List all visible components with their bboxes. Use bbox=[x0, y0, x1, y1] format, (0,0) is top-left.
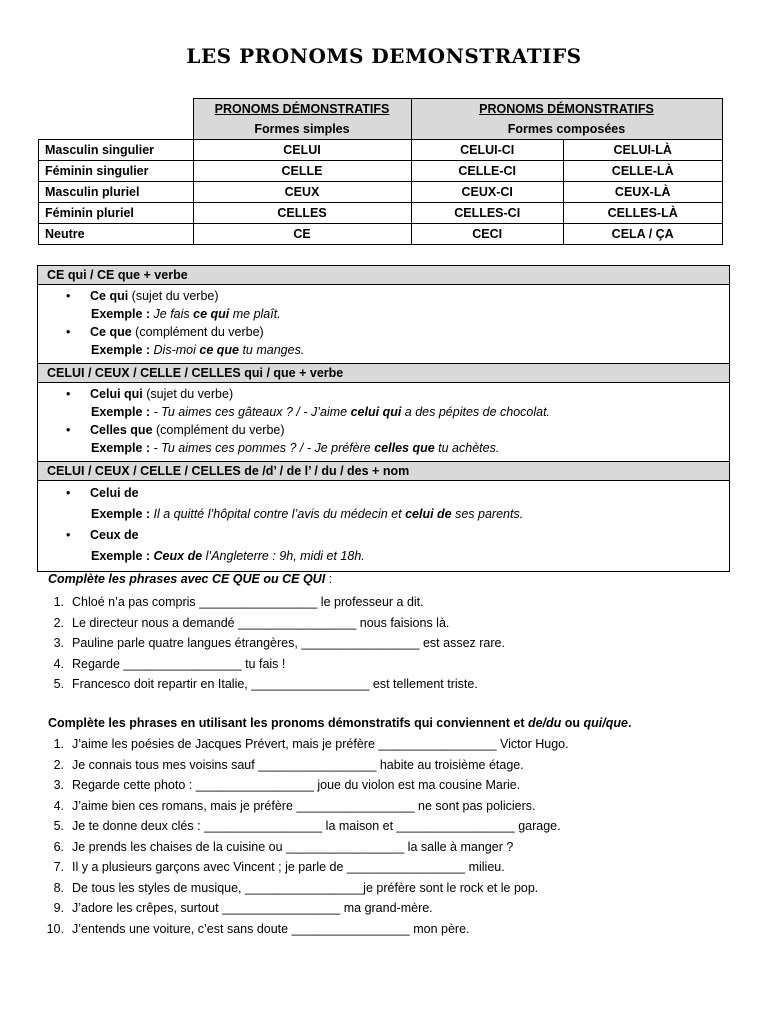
exercise2-list bbox=[28, 734, 708, 939]
exercise1-title-text: Complète les phrases avec CE QUE ou CE QUI bbox=[48, 572, 326, 586]
section-body bbox=[38, 481, 729, 571]
bullet-keyword: Ce qui bbox=[90, 289, 129, 303]
bullet-keyword: Celui de bbox=[90, 486, 139, 500]
example-line bbox=[38, 546, 729, 567]
exercise2-title bbox=[48, 716, 631, 730]
exercise2-title-text: Complète les phrases en utilisant les pronoms démonstratifs qui conviennent et bbox=[48, 716, 528, 730]
example-keyword: Ceux de bbox=[153, 549, 203, 563]
item-text: De tous les styles de musique, _________________je préfère sont le rock et le pop. bbox=[72, 880, 539, 895]
bullet-item bbox=[38, 385, 729, 403]
example-label: Exemple : bbox=[91, 549, 154, 563]
item-text: J’entends une voiture, c’est sans doute _________________ mon père. bbox=[72, 921, 470, 936]
bullet-icon: • bbox=[66, 289, 71, 303]
item-number: 7. bbox=[53, 860, 64, 874]
bullet-keyword: Celui qui bbox=[90, 387, 143, 401]
header-simple-title: PRONOMS DÉMONSTRATIFS bbox=[214, 102, 390, 116]
exercise2-title-text: . bbox=[627, 716, 632, 730]
section-body bbox=[38, 383, 729, 461]
section-heading: CELUI / CEUX / CELLE / CELLES qui / que + verbe bbox=[38, 363, 729, 383]
example-label: Exemple : bbox=[91, 441, 154, 455]
example-text: Je fais bbox=[153, 307, 194, 321]
section-heading: CELUI / CEUX / CELLE / CELLES de /d’ / de l’ / du / des + nom bbox=[38, 461, 729, 481]
exercise2-title-text: ou bbox=[561, 716, 584, 730]
cell-la: CELA / ÇA bbox=[563, 224, 722, 245]
example-text: Dis-moi bbox=[153, 343, 200, 357]
bullet-keyword: Ceux de bbox=[90, 528, 139, 542]
bullet-note: (complément du verbe) bbox=[131, 325, 264, 339]
item-number: 8. bbox=[53, 880, 64, 895]
example-line bbox=[38, 403, 729, 421]
item-number: 6. bbox=[53, 839, 64, 854]
item-number: 5. bbox=[53, 819, 64, 833]
example-text: tu manges. bbox=[238, 343, 305, 357]
item-number: 10. bbox=[46, 921, 64, 936]
example-text: me plaît. bbox=[229, 307, 281, 321]
item-number: 2. bbox=[53, 615, 64, 630]
item-text: Pauline parle quatre langues étrangères, _________________ est assez rare. bbox=[72, 636, 505, 650]
item-text: Francesco doit repartir en Italie, _________________ est tellement triste. bbox=[72, 677, 478, 691]
row-label: Neutre bbox=[39, 224, 194, 245]
header-compound-subtitle: Formes composées bbox=[507, 122, 626, 136]
bullet-note: (sujet du verbe) bbox=[128, 289, 219, 303]
item-text: J’aime les poésies de Jacques Prévert, mais je préfère _________________ Victor Hugo. bbox=[72, 737, 569, 751]
bullet-keyword: Celles que bbox=[90, 423, 153, 437]
example-keyword: ce que bbox=[199, 343, 239, 357]
bullet-icon: • bbox=[66, 325, 71, 339]
item-number: 5. bbox=[53, 677, 64, 691]
example-keyword: celui de bbox=[405, 507, 452, 521]
item-number: 3. bbox=[53, 636, 64, 650]
example-line bbox=[38, 439, 729, 457]
item-number: 4. bbox=[53, 798, 64, 813]
exercise-item bbox=[28, 755, 708, 776]
item-text: Je te donne deux clés : _________________ la maison et _________________ garage. bbox=[72, 819, 561, 833]
exercise2-title-text: qui/que bbox=[583, 716, 628, 730]
exercise2-title-text: de/du bbox=[527, 716, 562, 730]
exercise-item bbox=[28, 674, 708, 695]
item-number: 3. bbox=[53, 778, 64, 792]
table-row bbox=[39, 182, 723, 203]
cell-la: CELLES-LÀ bbox=[563, 203, 722, 224]
table-row bbox=[39, 140, 723, 161]
item-text: J’adore les crêpes, surtout _________________ ma grand-mère. bbox=[72, 901, 433, 915]
cell-la: CELUI-LÀ bbox=[563, 140, 722, 161]
item-number: 9. bbox=[53, 901, 64, 915]
row-label: Masculin pluriel bbox=[39, 182, 194, 203]
bullet-keyword: Ce que bbox=[90, 325, 132, 339]
bullet-icon: • bbox=[66, 528, 71, 542]
table-row bbox=[39, 203, 723, 224]
bullet-note: (sujet du verbe) bbox=[142, 387, 234, 401]
example-label: Exemple : bbox=[91, 405, 154, 419]
bullet-item bbox=[38, 483, 729, 504]
header-compound bbox=[411, 99, 722, 140]
cell-ci: CELLES-CI bbox=[411, 203, 563, 224]
bullet-item bbox=[38, 525, 729, 546]
exercise-item bbox=[28, 878, 708, 899]
exercise-item bbox=[28, 654, 708, 675]
item-number: 1. bbox=[53, 737, 64, 751]
bullet-icon: • bbox=[66, 486, 71, 500]
cell-ci: CEUX-CI bbox=[411, 182, 563, 203]
exercise-item bbox=[28, 857, 708, 878]
item-text: Je connais tous mes voisins sauf _________________ habite au troisième étage. bbox=[72, 757, 524, 772]
cell-simple: CEUX bbox=[193, 182, 411, 203]
example-keyword: ce qui bbox=[193, 307, 230, 321]
example-line bbox=[38, 305, 729, 323]
cell-ci: CELLE-CI bbox=[411, 161, 563, 182]
table-row bbox=[39, 224, 723, 245]
exercise1-title bbox=[48, 572, 332, 586]
item-number: 4. bbox=[53, 656, 64, 671]
exercise-item bbox=[28, 613, 708, 634]
exercise1-list bbox=[28, 592, 708, 695]
table-row bbox=[39, 161, 723, 182]
item-number: 2. bbox=[53, 757, 64, 772]
bullet-icon: • bbox=[66, 387, 71, 401]
header-compound-title: PRONOMS DÉMONSTRATIFS bbox=[479, 102, 654, 116]
cell-simple: CE bbox=[193, 224, 411, 245]
page-title: LES PRONOMS DEMONSTRATIFS bbox=[186, 44, 582, 68]
exercise-item bbox=[28, 796, 708, 817]
header-simple bbox=[193, 99, 411, 140]
example-text: l’Angleterre : 9h, midi et 18h. bbox=[202, 549, 365, 563]
example-text: tu achètes. bbox=[434, 441, 500, 455]
item-text: Regarde cette photo : _________________ joue du violon est ma cousine Marie. bbox=[72, 778, 521, 792]
example-text: Il a quitté l’hôpital contre l’avis du médecin et bbox=[153, 507, 406, 521]
bullet-item bbox=[38, 323, 729, 341]
exercise-item bbox=[28, 592, 708, 613]
table-header-row bbox=[39, 99, 723, 140]
row-label: Féminin pluriel bbox=[39, 203, 194, 224]
header-simple-subtitle: Formes simples bbox=[254, 122, 350, 136]
section-body bbox=[38, 285, 729, 363]
section-heading: CE qui / CE que + verbe bbox=[38, 266, 729, 285]
exercise-item bbox=[28, 898, 708, 919]
example-line bbox=[38, 504, 729, 525]
exercise-item bbox=[28, 775, 708, 796]
bullet-note: (complément du verbe) bbox=[152, 423, 285, 437]
item-text: J’aime bien ces romans, mais je préfère _________________ ne sont pas policiers. bbox=[72, 798, 536, 813]
exercise-item bbox=[28, 837, 708, 858]
cell-ci: CELUI-CI bbox=[411, 140, 563, 161]
row-label: Féminin singulier bbox=[39, 161, 194, 182]
bullet-icon: • bbox=[66, 423, 71, 437]
example-label: Exemple : bbox=[91, 507, 154, 521]
exercise-item bbox=[28, 734, 708, 755]
cell-ci: CECI bbox=[411, 224, 563, 245]
item-text: Il y a plusieurs garçons avec Vincent ; je parle de _________________ milieu. bbox=[72, 860, 505, 874]
bullet-item bbox=[38, 421, 729, 439]
rules-box bbox=[37, 265, 730, 572]
cell-la: CELLE-LÀ bbox=[563, 161, 722, 182]
item-text: Chloé n’a pas compris _________________ le professeur a dit. bbox=[72, 595, 424, 609]
example-keyword: celui qui bbox=[350, 405, 402, 419]
bullet-item bbox=[38, 287, 729, 305]
row-label: Masculin singulier bbox=[39, 140, 194, 161]
example-text: a des pépites de chocolat. bbox=[401, 405, 551, 419]
item-text: Le directeur nous a demandé _________________ nous faisions là. bbox=[72, 615, 450, 630]
example-line bbox=[38, 341, 729, 359]
table-corner bbox=[39, 99, 194, 140]
example-text: - Tu aimes ces pommes ? / - Je préfère bbox=[153, 441, 375, 455]
item-text: Je prends les chaises de la cuisine ou _________________ la salle à manger ? bbox=[72, 839, 514, 854]
cell-simple: CELLE bbox=[193, 161, 411, 182]
exercise-item bbox=[28, 919, 708, 940]
exercise1-title-colon: : bbox=[325, 572, 333, 586]
example-label: Exemple : bbox=[91, 307, 154, 321]
example-text: - Tu aimes ces gâteaux ? / - J’aime bbox=[153, 405, 351, 419]
exercise-item bbox=[28, 816, 708, 837]
exercise-item bbox=[28, 633, 708, 654]
item-text: Regarde _________________ tu fais ! bbox=[72, 656, 286, 671]
example-label: Exemple : bbox=[91, 343, 154, 357]
cell-simple: CELUI bbox=[193, 140, 411, 161]
cell-simple: CELLES bbox=[193, 203, 411, 224]
cell-la: CEUX-LÀ bbox=[563, 182, 722, 203]
example-text: ses parents. bbox=[451, 507, 524, 521]
item-number: 1. bbox=[53, 595, 64, 609]
example-keyword: celles que bbox=[374, 441, 435, 455]
pronouns-table bbox=[38, 98, 723, 245]
